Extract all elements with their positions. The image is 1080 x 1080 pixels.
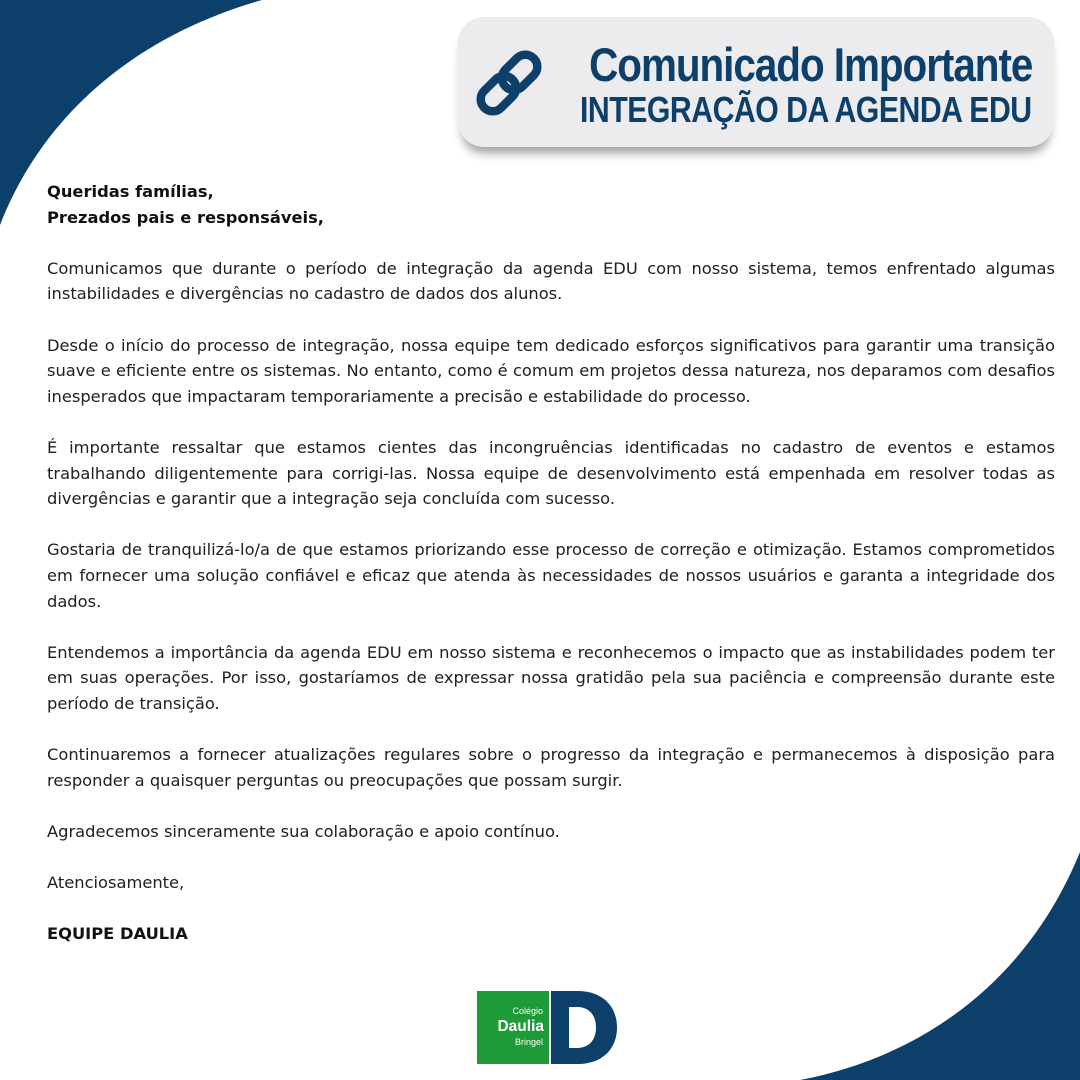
greeting-line-2: Prezados pais e responsáveis, — [47, 207, 324, 227]
logo-d-mark — [551, 991, 617, 1064]
letter-signature: EQUIPE DAULIA — [47, 924, 188, 944]
letter-paragraph: É importante ressaltar que estamos cientes das incongruências identificadas no cadastro de eventos e estamos trabalhando diligentemente para corrigi-las. Nossa equipe de desenvolvimento está empenhada em resolver todas as divergências e garantir que a integração seja concluída com sucesso. — [47, 437, 1055, 509]
page-subtitle: INTEGRAÇÃO DA AGENDA EDU — [580, 89, 1032, 130]
school-logo — [477, 991, 617, 1064]
letter-paragraph: Comunicamos que durante o período de integração da agenda EDU com nosso sistema, temos enfrentado algumas instabilidades e divergências no cadastro de dados dos alunos. — [47, 258, 1055, 304]
letter-paragraph: Entendemos a importância da agenda EDU em nosso sistema e reconhecemos o impacto que as instabilidades podem ter em suas operações. Por isso, gostaríamos de expressar nossa gratidão pela sua paciência e compreensão durante este período de transição. — [47, 642, 1055, 713]
page-title: Comunicado Importante — [588, 38, 1032, 91]
header-banner — [458, 17, 1054, 147]
greeting-line-1: Queridas famílias, — [47, 182, 214, 201]
letter-paragraph: Agradecemos sinceramente sua colaboração e apoio contínuo. — [47, 821, 560, 841]
letter-paragraph: Desde o início do processo de integração, nossa equipe tem dedicado esforços significativos para garantir uma transição suave e eficiente entre os sistemas. No entanto, como é comum em projetos dessa natureza, nos deparamos com desafios inesperados que impactaram temporariamente a precisão e estabilidade do processo. — [47, 335, 1055, 406]
letter-body — [47, 179, 1055, 972]
link-icon — [471, 45, 547, 121]
letter-paragraph: Gostaria de tranquilizá-lo/a de que estamos priorizando esse processo de correção e otimização. Estamos comprometidos em fornecer uma solução confiável e eficaz que atenda às necessidades de nossos usuários e garanta a integridade dos dados. — [47, 540, 1055, 611]
logo-green-block — [477, 991, 549, 1064]
logo-text-colegio: Colégio — [512, 1006, 543, 1016]
letter-closing: Atenciosamente, — [47, 873, 185, 893]
letter-paragraph: Continuaremos a fornecer atualizações regulares sobre o progresso da integração e permanecemos à disposição para responder a quaisquer perguntas ou preocupações que possam surgir. — [47, 745, 1055, 790]
logo-text-daulia: Daulia — [497, 1018, 544, 1035]
letter-greeting — [47, 179, 1055, 230]
logo-text-bringel: Bringel — [514, 1037, 543, 1047]
